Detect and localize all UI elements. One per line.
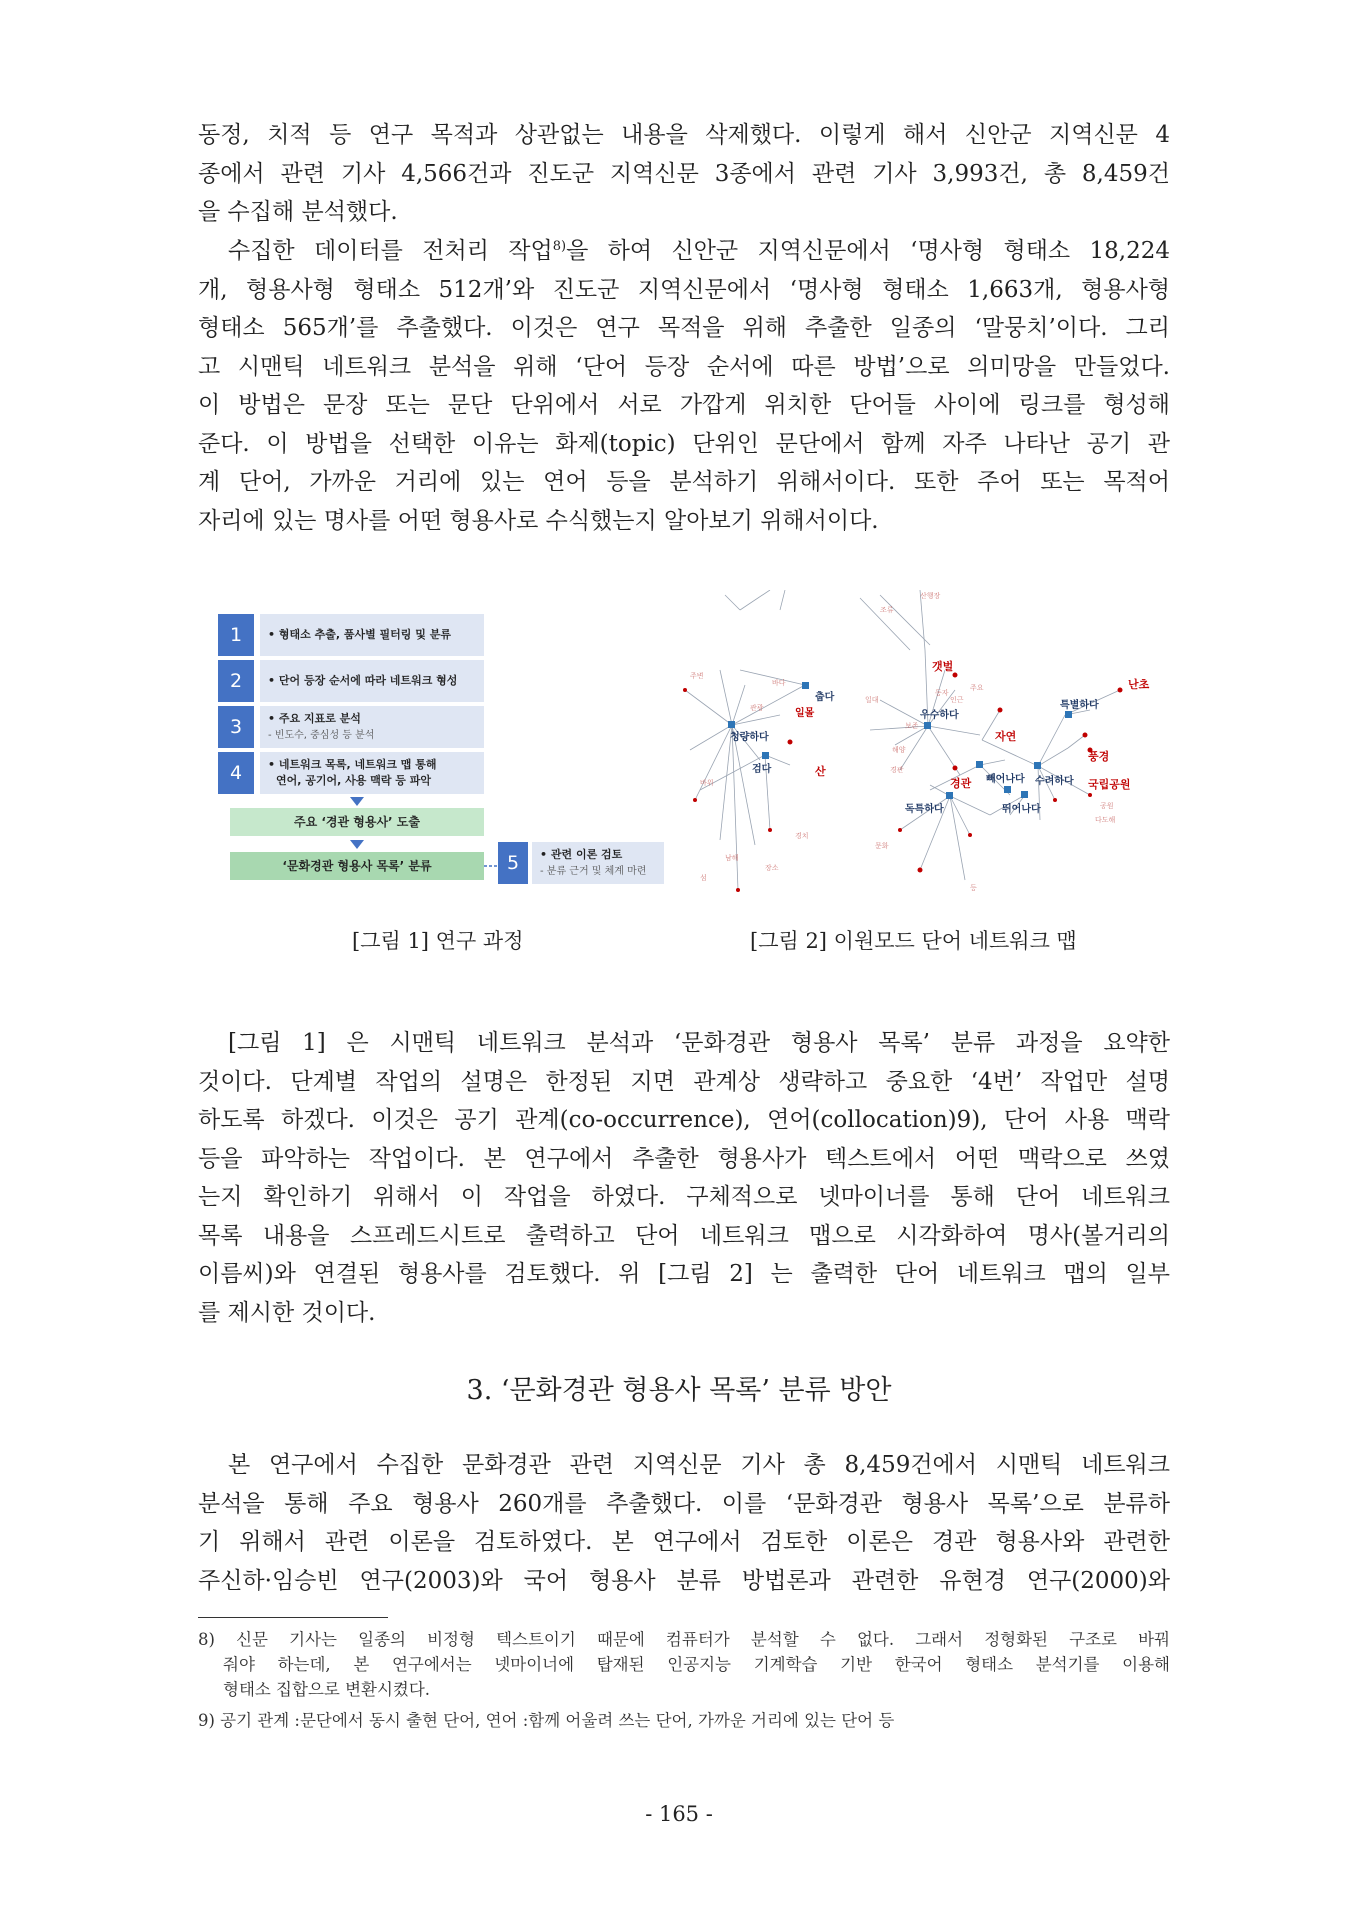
- network-label: 일몰: [795, 708, 815, 719]
- network-label: 해양: [892, 746, 906, 754]
- node: [728, 721, 735, 728]
- network-label: 동자: [935, 689, 949, 697]
- node: [683, 688, 687, 692]
- text-line: 고 시맨틱 네트워크 분석을 위해 ‘단어 등장 순서에 따른 방법’으로 의미망을 만들었다.: [198, 353, 1170, 380]
- network-label: 우수하다: [920, 710, 959, 721]
- network-label: 국립공원: [1088, 778, 1131, 791]
- text-line: 계 단어, 가까운 거리에 있는 연어 등을 분석하기 위해서이다. 또한 주어 또는 목적어: [198, 469, 1170, 495]
- text-line: 형태소 565개’를 추출했다. 이것은 연구 목적을 위해 추출한 일종의 ‘말뭉치’이다. 그리: [198, 315, 1170, 341]
- network-label: 등: [970, 884, 977, 892]
- network-label: 주요: [970, 684, 984, 692]
- network-label: 뛰어나다: [1002, 804, 1041, 815]
- paragraph-2: [198, 232, 1170, 540]
- node: [924, 722, 931, 729]
- node: [762, 752, 769, 759]
- text-line: [198, 232, 1170, 271]
- dashed-connector-icon: [484, 862, 498, 870]
- network-label: 빼어나다: [986, 774, 1025, 785]
- result-classification: ‘문화경관 형용사 목록’ 분류: [230, 852, 484, 880]
- node: [953, 766, 958, 771]
- network-label: 난초: [1128, 678, 1150, 691]
- text-line: [그림 1] 은 시맨틱 네트워크 분석과 ‘문화경관 형용사 목록’ 분류 과정을 요약한: [228, 1030, 1170, 1056]
- node: [1083, 733, 1088, 738]
- footnote-ref-8[interactable]: 8): [552, 239, 567, 254]
- network-label: 특별하다: [1060, 700, 1099, 711]
- node: [1004, 786, 1011, 793]
- text-line: 본 연구에서 수집한 문화경관 관련 지역신문 기사 총 8,459건에서 시맨틱 네트워크: [228, 1452, 1170, 1478]
- node: [998, 708, 1003, 713]
- footnote-8: [198, 1627, 1170, 1702]
- step-text: • 주요 지표로 분석: [268, 712, 361, 725]
- network-label: 섬: [700, 874, 707, 882]
- network-label: 검다: [752, 764, 772, 775]
- network-label: 주변: [690, 672, 704, 680]
- node: [768, 828, 772, 832]
- text-line: 분석을 통해 주요 형용사 260개를 추출했다. 이를 ‘문화경관 형용사 목록’으로 분류하: [198, 1490, 1170, 1517]
- network-label: 갯벌: [932, 660, 954, 673]
- text-fragment: 수집한 데이터를 전처리 작업: [228, 238, 553, 264]
- network-label: 풍경: [1088, 750, 1110, 763]
- paragraph-1: [198, 116, 1170, 232]
- footnote-line: 형태소 집합으로 변환시켰다.: [223, 1680, 431, 1699]
- network-label: 공원: [1100, 802, 1114, 810]
- page-number: - 165 -: [645, 1802, 713, 1826]
- node: [802, 682, 809, 689]
- node: [918, 868, 923, 873]
- figure-1-caption: [그림 1] 연구 과정: [352, 929, 524, 953]
- node: [1053, 798, 1057, 802]
- text-line: 개, 형용사형 형태소 512개’와 진도군 지역신문에서 ‘명사형 형태소 1,663개, 형용사형: [198, 276, 1170, 303]
- text-line: 를 제시한 것이다.: [198, 1299, 376, 1326]
- node: [1088, 793, 1092, 797]
- text-line: 종에서 관련 기사 4,566건과 진도군 지역신문 3종에서 관련 기사 3,993건, 총 8,459건: [198, 160, 1170, 187]
- network-label: 관광: [750, 704, 764, 712]
- figure-2-network-map: [680, 590, 1160, 905]
- network-label: 산: [815, 765, 826, 778]
- footnote-divider: [198, 1617, 388, 1618]
- footnote-line: 줘야 하는데, 본 연구에서는 넷마이너에 탑재된 인공지능 기계학습 기반 한국어 형태소 분석기를 이용해: [223, 1655, 1170, 1674]
- step-text-box: [260, 752, 484, 794]
- network-label: 바다: [772, 679, 786, 687]
- text-fragment: 을 하여 신안군 지역신문에서 ‘명사형 형태소 18,224: [566, 238, 1170, 264]
- section-heading: 3. ‘문화경관 형용사 목록’ 분류 방안: [466, 1375, 892, 1406]
- network-label: 춥다: [815, 692, 835, 703]
- node: [953, 673, 958, 678]
- network-label: 다도해: [1095, 816, 1116, 824]
- network-label: 남해: [725, 854, 739, 862]
- text-line: 이름씨)와 연결된 형용사를 검토했다. 위 [그림 2] 는 출력한 단어 네트워크 맵의 일부: [198, 1261, 1170, 1287]
- text-line: 주신하·임승빈 연구(2003)와 국어 형용사 분류 방법론과 관련한 유현경 연구(2000)와: [198, 1567, 1170, 1594]
- text-line: 등을 파악하는 작업이다. 본 연구에서 추출한 형용사가 텍스트에서 어떤 맥락으로 쓰였: [198, 1145, 1170, 1172]
- network-label: 인근: [950, 696, 964, 704]
- footnote-line: 8) 신문 기사는 일종의 비정형 텍스트이기 때문에 컴퓨터가 분석할 수 없다. 그래서 정형화된 구조로 바꿔: [198, 1630, 1170, 1649]
- node: [976, 761, 983, 768]
- network-label: 문화: [875, 842, 889, 850]
- text-line: 하도록 하겠다. 이것은 공기 관계(co-occurrence), 연어(collocation)9), 단어 사용 맥락: [198, 1107, 1170, 1133]
- step-text-box: [532, 842, 664, 884]
- step-text-box: [260, 706, 484, 748]
- result-adjectives: 주요 ‘경관 형용사’ 도출: [230, 808, 484, 836]
- step-text: • 네트워크 목록, 네트워크 맵 통해: [268, 758, 437, 771]
- step-text: • 형태소 추출, 품사별 필터링 및 분류: [260, 614, 484, 656]
- arrow-down-icon: [350, 797, 364, 806]
- text-line: 는지 확인하기 위해서 이 작업을 하였다. 구체적으로 넷마이너를 통해 단어 네트워크: [198, 1184, 1170, 1210]
- network-label: 조류: [880, 606, 894, 614]
- node: [1118, 688, 1123, 693]
- step-number: 5: [498, 842, 528, 884]
- step-number: 2: [218, 660, 254, 702]
- step-subtext: 연어, 공기어, 사용 맥락 등 파악: [276, 774, 432, 787]
- node: [736, 888, 740, 892]
- step-number: 1: [218, 614, 254, 656]
- paragraph-4: [198, 1446, 1170, 1600]
- step-number: 4: [218, 752, 254, 794]
- step-text: • 관련 이론 검토: [540, 848, 623, 861]
- step-number: 3: [218, 706, 254, 748]
- text-line: 동정, 치적 등 연구 목적과 상관없는 내용을 삭제했다. 이렇게 해서 신안군 지역신문 4: [198, 122, 1170, 148]
- figure-1-research-process: [218, 614, 668, 899]
- network-label: 청량하다: [730, 732, 769, 743]
- footnote-9: [198, 1708, 1170, 1733]
- network-label: 자연: [995, 730, 1017, 743]
- network-noun-labels: [815, 659, 1150, 791]
- footnote-line: 9) 공기 관계 :문단에서 동시 출현 단어, 연어 :함께 어울려 쓰는 단어, 가까운 거리에 있는 단어 등: [198, 1711, 895, 1730]
- text-line: 준다. 이 방법을 선택한 이유는 화제(topic) 단위인 문단에서 함께 자주 나타난 공기 관: [198, 430, 1170, 457]
- text-line: 목록 내용을 스프레드시트로 출력하고 단어 네트워크 맵으로 시각화하여 명사(볼거리의: [198, 1222, 1170, 1249]
- text-line: 자리에 있는 명사를 어떤 형용사로 수식했는지 알아보기 위해서이다.: [198, 507, 879, 534]
- network-adjective-labels: [730, 690, 1099, 815]
- text-line: 것이다. 단계별 작업의 설명은 한정된 지면 관계상 생략하고 중요한 ‘4번’ 작업만 설명: [198, 1068, 1170, 1095]
- node: [946, 792, 953, 799]
- node: [693, 798, 697, 802]
- step-subtext: - 빈도수, 중심성 등 분석: [268, 730, 375, 741]
- node: [968, 833, 972, 837]
- text-line: 을 수집해 분석했다.: [198, 199, 398, 225]
- network-label: 수려하다: [1035, 776, 1074, 787]
- arrow-down-icon: [350, 840, 364, 849]
- node: [1034, 762, 1041, 769]
- node: [788, 740, 793, 745]
- node: [1021, 791, 1028, 798]
- node: [1065, 711, 1072, 718]
- text-line: 이 방법은 문장 또는 문단 단위에서 서로 가깝게 위치한 단어들 사이에 링크를 형성해: [198, 392, 1170, 418]
- figure-2-caption: [그림 2] 이원모드 단어 네트워크 맵: [750, 929, 1077, 953]
- network-label: 경관: [890, 766, 904, 774]
- text-line: 기 위해서 관련 이론을 검토하였다. 본 연구에서 검토한 이론은 경관 형용사와 관련한: [198, 1529, 1170, 1555]
- network-label: 장소: [765, 864, 779, 872]
- step-subtext: - 분류 근거 및 체계 마련: [540, 866, 647, 877]
- network-label: 독특하다: [905, 804, 944, 815]
- network-label: 경관: [950, 777, 972, 790]
- network-label: 산행장: [920, 592, 941, 600]
- network-label: 경치: [795, 832, 809, 840]
- node: [898, 828, 902, 832]
- paragraph-3: [198, 1024, 1170, 1332]
- network-label: 일대: [865, 696, 879, 704]
- step-text: • 단어 등장 순서에 따라 네트워크 형성: [260, 660, 484, 702]
- network-label: 보존: [905, 722, 919, 730]
- network-label: 바위: [700, 779, 714, 787]
